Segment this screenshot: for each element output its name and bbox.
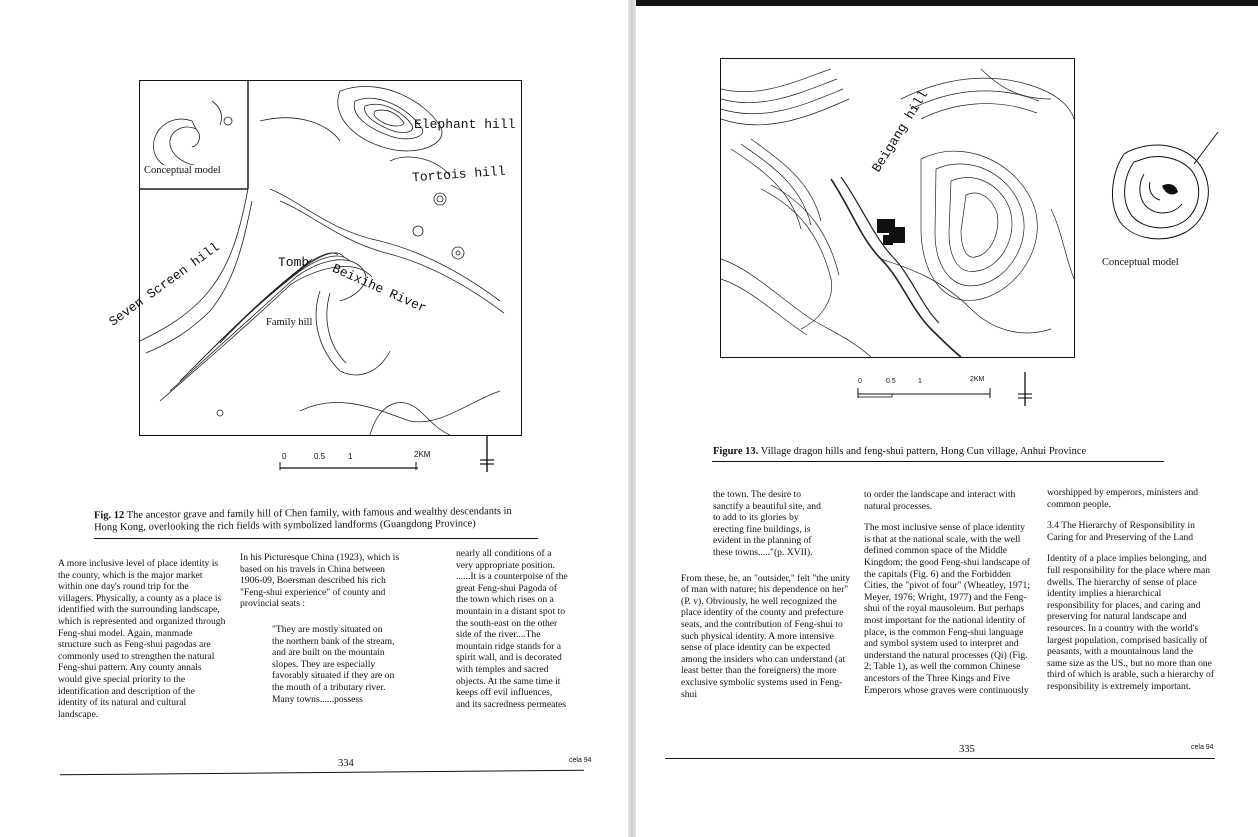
right-page-top-edge bbox=[636, 0, 1258, 6]
right-col-2 bbox=[864, 489, 1030, 706]
north-arrow-icon bbox=[1016, 372, 1034, 408]
right-col-1-text: From these, he, an "outsider," felt "the unity of man with nature; his dependence on her" (P. v). Obviously, he well recognized the place identity of the county and prefecture seats, and the contribution of Feng-shui to such physical identity. A more intensive sense of place identity can be expected among the insiders who can understand (at least better than the foreigners) the more exclusive symbolic systems used in Feng-shui bbox=[681, 572, 851, 700]
fig12-scale-tick: 0 bbox=[282, 452, 287, 461]
label-beixihe-river: Beixihe River bbox=[329, 261, 429, 316]
right-footer-tag: cela 94 bbox=[1191, 744, 1214, 751]
left-footer-tag: cela 94 bbox=[569, 757, 592, 764]
left-page-number: 334 bbox=[338, 758, 354, 769]
north-arrow-icon bbox=[478, 436, 496, 474]
left-col-1 bbox=[58, 558, 226, 730]
fig13-scale-tick: 1 bbox=[918, 378, 922, 385]
label-conceptual-model: Conceptual model bbox=[144, 165, 221, 176]
fig13-scale-line bbox=[856, 388, 996, 400]
fig12-scale-tick: 2KM bbox=[414, 450, 431, 459]
label-seven-screen-hill: Seven Screen hill bbox=[106, 239, 223, 330]
left-col-1-text: A more inclusive level of place identity is the county, which is the major market within one day's round trip for the villagers. Physically, a county as a place is identified with the surrounding landscape, which is represented and organized through Feng-shui model. Again, manmade structure such as Feng-shui pagodas are commonly used to strengthen the natural Feng-shui pattern. Any county annals would give special priority to the identification and description of the identity of its natural and cultural landscape. bbox=[58, 558, 226, 720]
right-col-2-top: to order the landscape and interact with natural processes. bbox=[864, 489, 1016, 512]
right-col-1 bbox=[681, 489, 851, 710]
fig12-scale-line bbox=[278, 462, 428, 472]
conceptual-model-diagram bbox=[1094, 124, 1224, 254]
fig13-map bbox=[720, 58, 1075, 358]
fig12-map bbox=[106, 80, 522, 436]
right-col-3-top: worshipped by emperors, ministers and common people. bbox=[1047, 487, 1199, 510]
left-col-2 bbox=[240, 552, 408, 715]
fig13-caption-prefix: Figure 13. bbox=[713, 446, 759, 457]
fig12-scale-tick: 1 bbox=[348, 452, 353, 461]
right-col-3-text: Identity of a place implies belonging, and full responsibility for the place where man dwells. The hierarchy of sense of place identity implies a hierarchical responsibility for places, and caring and preserving for natural landscape and resources. In a country with the world's largest population, comprised basically of peasants, with a mountainous land the same size as the US., but no more than one third of which is arable, such a hierarchy of responsibility is extremely important. bbox=[1047, 553, 1215, 692]
right-caption-rule bbox=[712, 461, 1164, 462]
label-beigang-hill: Beigang hill bbox=[869, 87, 932, 175]
left-col-3 bbox=[456, 548, 568, 720]
fig13-caption bbox=[713, 446, 1173, 458]
right-col-3 bbox=[1047, 487, 1215, 703]
label-tortois-hill: Tortois hill bbox=[411, 163, 507, 186]
label-conceptual-model-right: Conceptual model bbox=[1102, 257, 1179, 268]
left-footer-rule bbox=[60, 770, 584, 776]
fig13-scale-tick: 2KM bbox=[970, 376, 985, 383]
right-col-3-heading: 3.4 The Hierarchy of Responsibility in Caring for and Preserving of the Land bbox=[1047, 520, 1195, 543]
fig12-scale-tick: 0.5 bbox=[314, 452, 326, 461]
fig13-caption-text: Village dragon hills and feng-shui pattern, Hong Cun village, Anhui Province bbox=[758, 446, 1087, 457]
fig13-scale-tick: 0.5 bbox=[886, 378, 896, 385]
label-elephant-hill: Elephant hill bbox=[414, 117, 516, 132]
right-page-number: 335 bbox=[959, 744, 975, 755]
label-family-hill: Family hill bbox=[266, 317, 313, 328]
right-col-2-text: The most inclusive sense of place identity is that at the national scale, with the well defined common space of the Middle Kingdom; the good Feng-shui landscape of the capitals (Fig. 6) and the Forbidden Cities, the "pivot of four" (Wheatley, 1971; Meyer, 1976; Wright, 1977) and the Feng-shui of the royal mausoleum. But perhaps most important for the national identity of place, is the common Feng-shui language and symbol system used to interpret and understand the natural processes (Qi) (Fig. 2; Table 1), as well the common Chinese ancestors of the Three Kings and Five Emperors whose graves were continuously bbox=[864, 522, 1031, 696]
fig12-caption-prefix: Fig. 12 bbox=[93, 509, 125, 522]
fig12-caption-text: The ancestor grave and family hill of Chen family, with famous and wealthy descendants in Hong Kong, overlooking the rich fields with symbolized landforms (Guangdong Province) bbox=[94, 505, 512, 534]
fig13-contours bbox=[721, 59, 1074, 357]
fig13-scale-tick: 0 bbox=[858, 378, 862, 385]
book-gutter bbox=[628, 0, 636, 837]
left-col-2-intro: In his Picturesque China (1923), which is based on his travels in China between 1906-09, Boersman described his rich "Feng-shui experience" of county and provincial seats : bbox=[240, 552, 400, 610]
left-caption-rule bbox=[94, 538, 538, 539]
left-col-3-text: nearly all conditions of a very appropriate position. ......It is a counterpoise of the great Feng-shui Pagoda of the town which rises on a mountain in a distant spot to the south-east on the other side of the river....The mountain ridge stands for a spirit wall, and is decorated with temples and sacred objects. At the same time it keeps off evil influences, and its sacredness permeates bbox=[456, 548, 568, 710]
right-footer-rule bbox=[665, 758, 1215, 759]
right-col-1-quote: the town. The desire to sanctify a beautiful site, and to add to its glories by erecting fine buildings, is evident in the planning of these towns....."(p. XVII). bbox=[713, 489, 821, 558]
label-tomb: Tomb bbox=[278, 255, 310, 270]
left-col-2-quote: "They are mostly situated on the northern bank of the stream, and are built on the mountain slopes. They are especially favorably situated if they are on the mouth of a tributary river. Many towns......possess bbox=[272, 623, 395, 705]
fig12-caption bbox=[94, 506, 534, 535]
